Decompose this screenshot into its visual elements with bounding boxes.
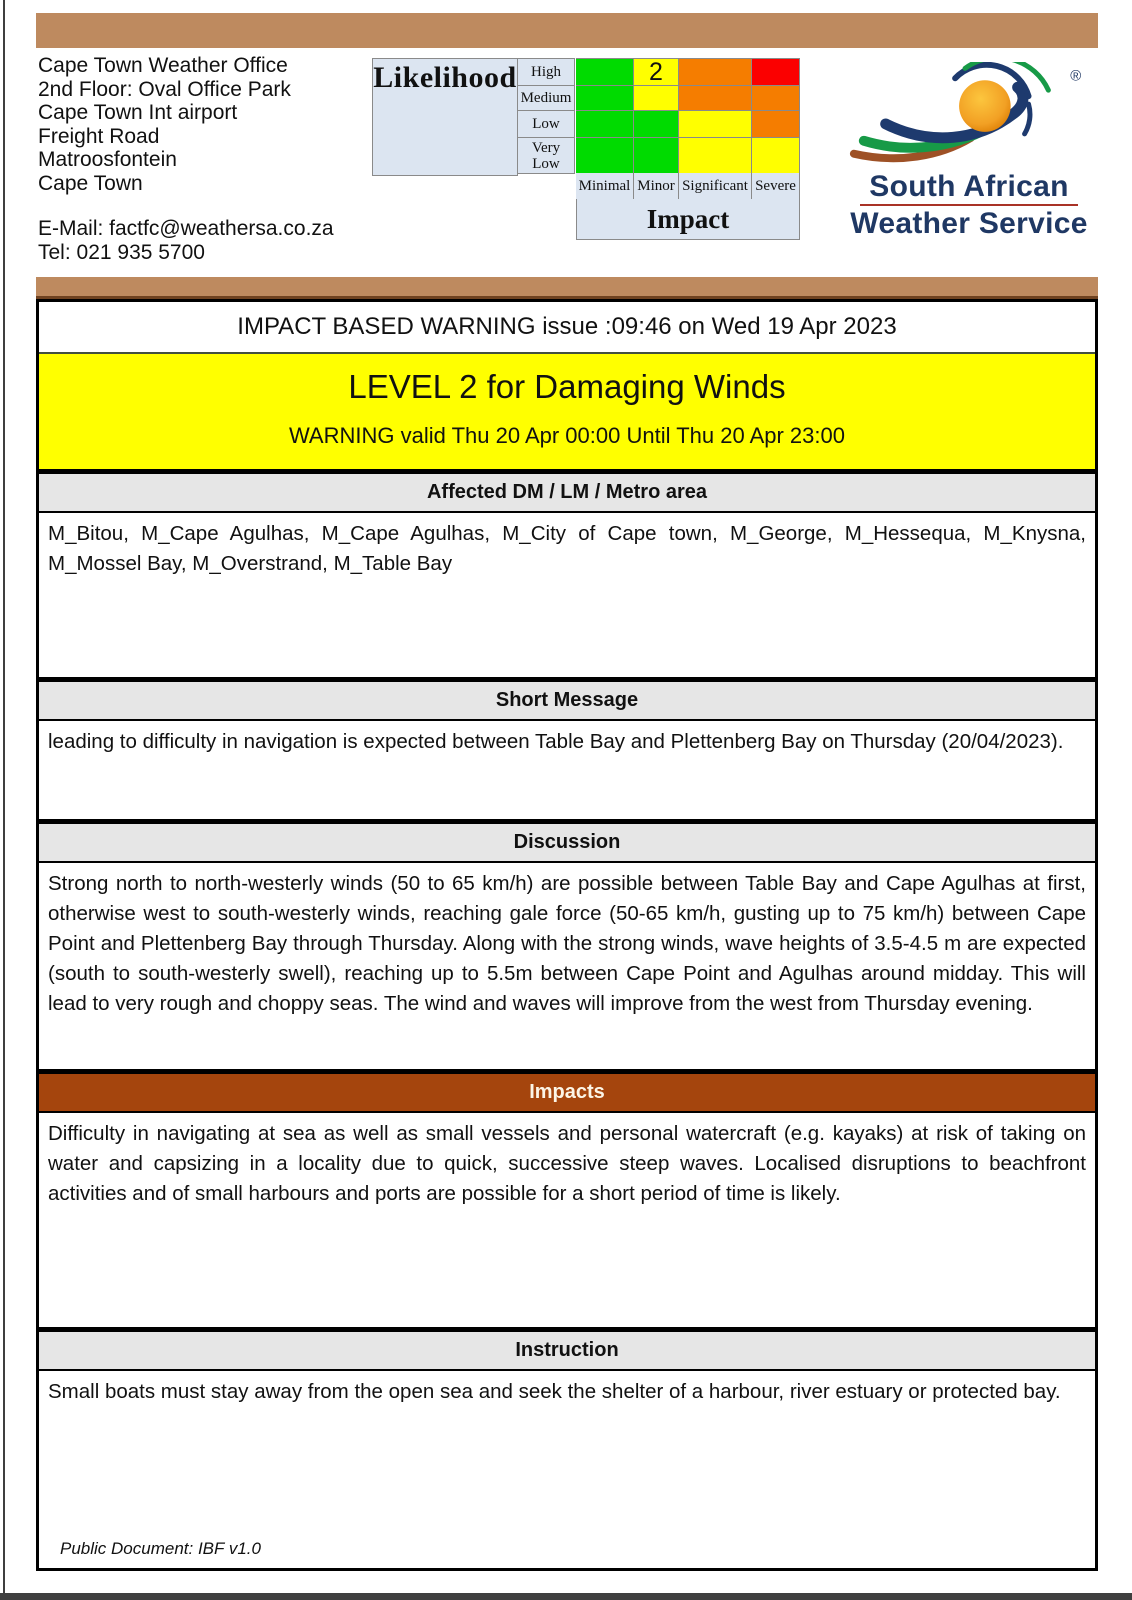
matrix-col-labels (576, 173, 800, 199)
saws-logo (840, 62, 1098, 239)
section-header-impacts: Impacts (39, 1069, 1095, 1113)
matrix-likelihood-label: Likelihood (372, 58, 518, 176)
warning-level-box (39, 354, 1095, 469)
section-header-short-message: Short Message (39, 677, 1095, 721)
logo-text-line1: South African (869, 170, 1069, 203)
section-body-discussion: Strong north to north-westerly winds (50 to 65 km/h) are possible between Table Bay and Cape Agulhas at first, otherwise west to south-westerly winds, reaching gale force (50-65 km/h, gusting up to 75 km/h) between Cape Point and Plettenberg Bay through Thursday. Along with the strong winds, wave heights of 3.5-4.5 m are expected (south to south-westerly swell), reaching up to 5.5m between Cape Point and Agulhas around midday. This will lead to very rough and choppy seas. The wind and waves will improve from the west from Thursday evening. (48, 872, 1086, 1015)
section-body-short-message: leading to difficulty in navigation is expected between Table Bay and Plettenberg Bay on Thursday (20/04/2023). (48, 730, 1064, 753)
matrix-cell (679, 86, 752, 111)
warning-level-title: LEVEL 2 for Damaging Winds (348, 368, 786, 405)
divider-tan-bar (36, 277, 1098, 299)
matrix-cell (634, 86, 679, 111)
contact-block (38, 54, 334, 264)
contact-extra (38, 217, 334, 264)
section-body-impacts: Difficulty in navigating at sea as well as small vessels and personal watercraft (e.g. kayaks) at risk of taking on water and capsizing in a locality due to quick, successive steep waves. Localised disruptions to beachfront activities and of small harbours and ports are possible for a short period of time is likely. (48, 1122, 1086, 1205)
contact-address-line: Cape Town Weather Office (38, 54, 288, 77)
matrix-cell (634, 138, 679, 174)
matrix-row-label: Very Low (517, 138, 575, 174)
matrix-cell (679, 59, 752, 86)
matrix-col-label: Minimal (576, 173, 634, 200)
matrix-cell (752, 138, 800, 174)
risk-matrix (372, 58, 800, 240)
section-header-instruction: Instruction (39, 1327, 1095, 1371)
matrix-row-label: Low (517, 111, 575, 138)
contact-address-line: Cape Town Int airport (38, 101, 238, 124)
contact-tel: Tel: 021 935 5700 (38, 240, 205, 264)
matrix-cell (576, 59, 634, 86)
contact-address-lines (38, 54, 334, 195)
registered-mark: ® (1070, 68, 1082, 85)
logo-text-line2: Weather Service (850, 207, 1088, 240)
matrix-cell (576, 86, 634, 111)
page-left-edge (3, 0, 5, 1600)
matrix-cell (576, 111, 634, 138)
matrix-row-label: Medium (517, 86, 575, 111)
matrix-cell (752, 111, 800, 138)
matrix-row-label: High (517, 59, 575, 86)
matrix-col-label: Minor (634, 173, 679, 200)
matrix-cell (752, 86, 800, 111)
matrix-col-label: Severe (752, 173, 800, 200)
warning-validity: WARNING valid Thu 20 Apr 00:00 Until Thu 20 Apr 23:00 (288, 423, 845, 448)
matrix-cells (576, 58, 800, 174)
matrix-cell (679, 138, 752, 174)
contact-address-line: Cape Town (38, 171, 143, 195)
matrix-row-labels (517, 58, 575, 174)
logo-red-divider (860, 204, 1078, 206)
document-version-note: Public Document: IBF v1.0 (60, 1539, 261, 1558)
contact-address-line: Matroosfontein (38, 148, 177, 171)
header-row (36, 48, 1098, 274)
matrix-col-label: Significant (679, 173, 752, 200)
matrix-cell (752, 59, 800, 86)
page-bottom-bar (0, 1593, 1132, 1600)
warning-box (36, 299, 1098, 1571)
top-tan-bar (36, 13, 1098, 48)
matrix-impact-label: Impact (576, 199, 800, 240)
section-body-affected-area: M_Bitou, M_Cape Agulhas, M_Cape Agulhas, M_City of Cape town, M_George, M_Hessequa, M_Knysna, M_Mossel Bay, M_Overstrand, M_Table Bay (48, 522, 1086, 575)
contact-address-line: Freight Road (38, 124, 160, 148)
saws-logo-icon (840, 62, 1098, 166)
matrix-cell (576, 138, 634, 174)
matrix-cell (634, 111, 679, 138)
document (36, 13, 1098, 1571)
section-header-discussion: Discussion (39, 819, 1095, 863)
section-header-affected-area: Affected DM / LM / Metro area (39, 469, 1095, 513)
matrix-cell (679, 111, 752, 138)
contact-address-line: 2nd Floor: Oval Office Park (38, 77, 291, 101)
matrix-cell: 2 (634, 59, 679, 86)
section-body-instruction: Small boats must stay away from the open sea and seek the shelter of a harbour, river estuary or protected bay. (48, 1380, 1061, 1403)
warning-title-bar: IMPACT BASED WARNING issue :09:46 on Wed 19 Apr 2023 (39, 302, 1095, 354)
contact-email: E-Mail: factfc@weathersa.co.za (38, 217, 334, 240)
